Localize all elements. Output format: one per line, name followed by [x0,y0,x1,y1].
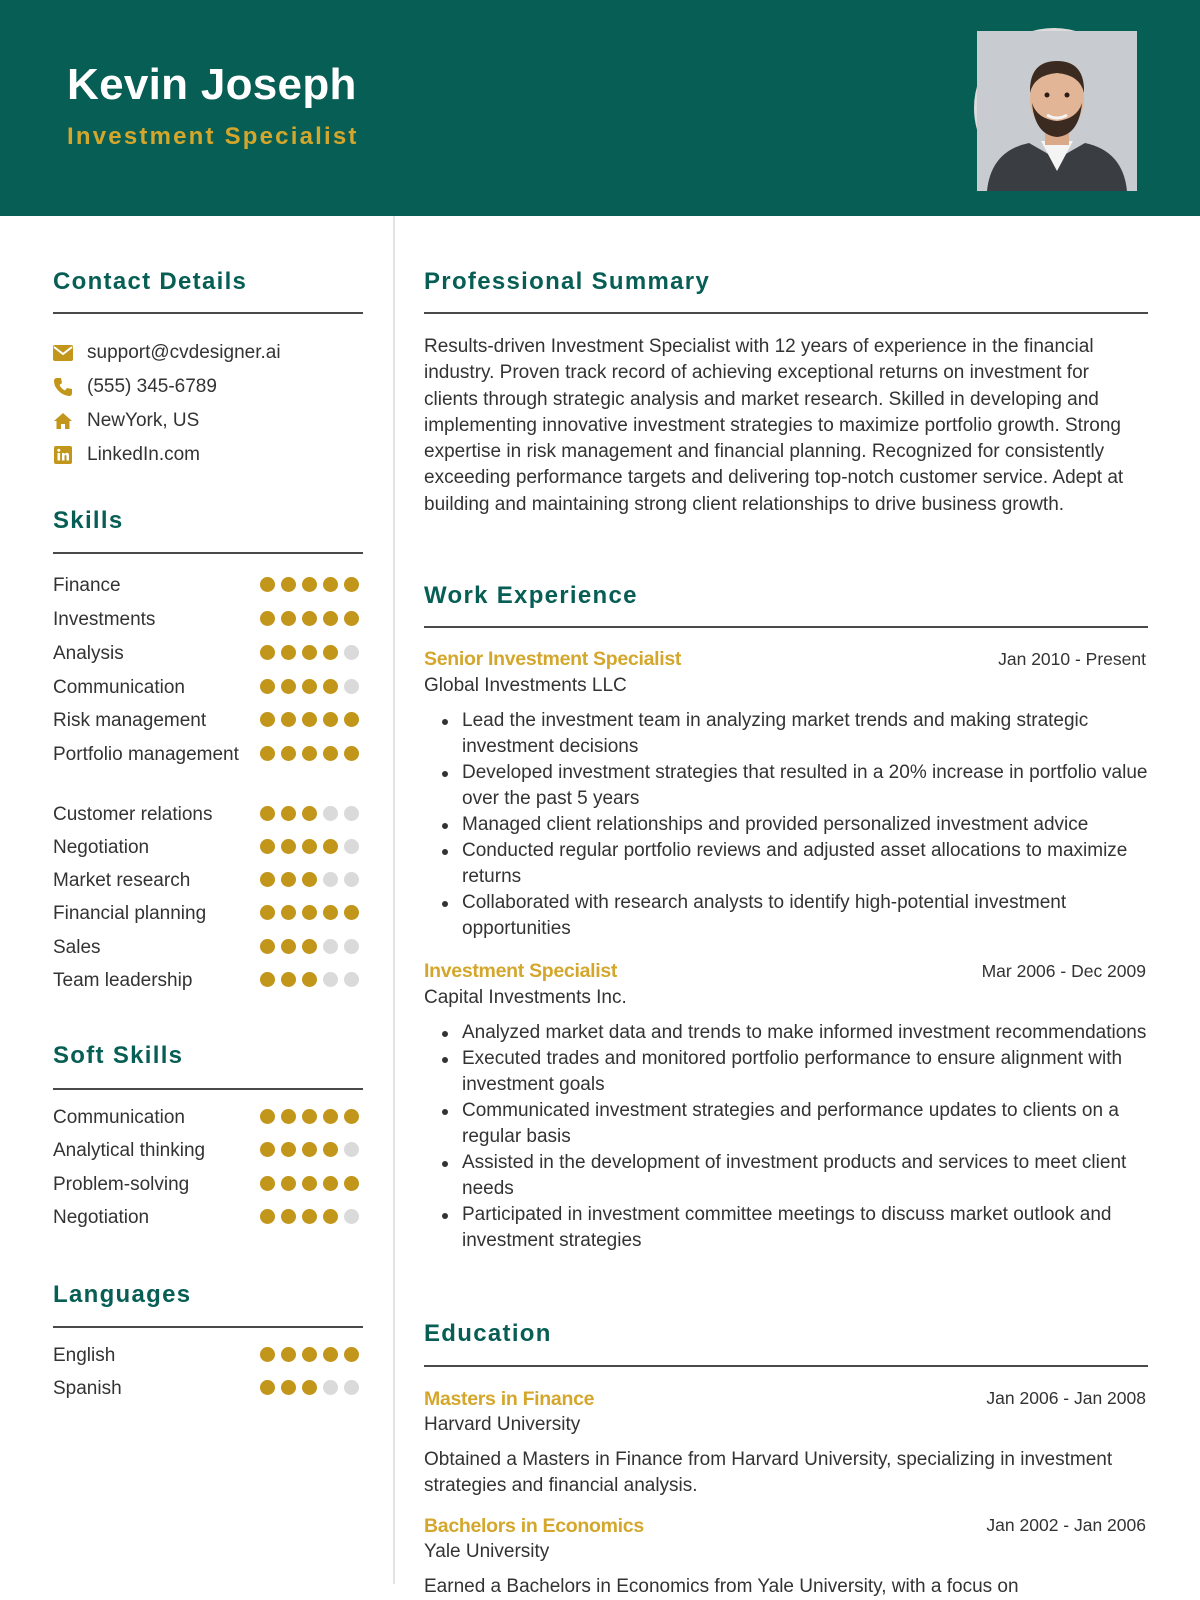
rating-dot-filled [281,806,296,821]
skill-label: Finance [53,575,121,596]
rating-dot-filled [260,712,275,727]
rating-dot-empty [323,939,338,954]
rating-dot-filled [302,1109,317,1124]
job-bullet: Participated in investment committee meetings to discuss market outlook and investment strategies [442,1202,1154,1254]
candidate-role: Investment Specialist [67,123,359,150]
contact-location [53,408,199,434]
rating-dot-filled [260,577,275,592]
rating-dot-filled [281,712,296,727]
profile-photo [974,28,1134,188]
skill-label: Portfolio management [53,744,239,765]
rating-dot-filled [260,1380,275,1395]
summary-text: Results-driven Investment Specialist with 12 years of experience in the financial industry. Proven track record of achieving exceptional returns on investment for clients through strategic analysis and market research. Skilled in developing and implementing innovative investment strategies to maximize portfolio growth. Strong expertise in risk management and financial planning. Recognized for consistently exceeding performance targets and delivering top-notch customer service. Adept at building and maintaining strong client relationships to drive business growth. [424,336,1124,515]
skill-label: English [53,1345,116,1366]
contact-linkedin[interactable] [53,442,200,468]
job-date: Mar 2006 - Dec 2009 [981,961,1146,981]
rating-dot-filled [260,806,275,821]
rating-dot-empty [344,1209,359,1224]
phone-icon [53,377,73,397]
skills-rule [53,552,363,554]
rating-dot-filled [260,905,275,920]
skill-rating [260,1209,359,1224]
rating-dot-filled [323,905,338,920]
skill-rating [260,1109,359,1124]
rating-dot-filled [323,1209,338,1224]
contact-section-title: Contact Details [53,268,248,295]
rating-dot-filled [344,1176,359,1191]
summary-section-title: Professional Summary [424,268,711,295]
skill-label: Communication [53,1107,185,1128]
rating-dot-filled [302,1347,317,1362]
rating-dot-filled [323,645,338,660]
skill-rating [260,839,359,854]
rating-dot-filled [302,611,317,626]
rating-dot-filled [323,1109,338,1124]
school-name: Yale University [424,1541,550,1562]
skill-rating [260,1176,359,1191]
rating-dot-empty [344,679,359,694]
rating-dot-filled [260,1347,275,1362]
header-banner [0,0,1200,216]
rating-dot-filled [260,645,275,660]
rating-dot-filled [260,1209,275,1224]
rating-dot-filled [260,839,275,854]
rating-dot-filled [281,1209,296,1224]
rating-dot-filled [281,872,296,887]
rating-dot-filled [260,1109,275,1124]
rating-dot-filled [281,746,296,761]
degree-description: Obtained a Masters in Finance from Harvard University, specializing in investment strategies and financial analysis. [424,1449,1113,1496]
rating-dot-filled [281,1109,296,1124]
rating-dot-filled [281,939,296,954]
summary-rule [424,312,1148,314]
skill-rating [260,872,359,887]
languages-section-title: Languages [53,1281,192,1308]
rating-dot-filled [302,1142,317,1157]
rating-dot-filled [302,746,317,761]
skills-section-title: Skills [53,507,124,534]
skill-rating [260,679,359,694]
rating-dot-filled [344,712,359,727]
rating-dot-filled [344,1347,359,1362]
skill-rating [260,905,359,920]
rating-dot-empty [323,806,338,821]
rating-dot-filled [302,645,317,660]
job-title: Senior Investment Specialist [424,648,682,670]
degree-description: Earned a Bachelors in Economics from Yale University, with a focus on [424,1576,1019,1597]
skill-rating [260,972,359,987]
school-name: Harvard University [424,1414,581,1435]
job-date: Jan 2010 - Present [998,649,1146,669]
job-title: Investment Specialist [424,960,618,982]
degree-title: Masters in Finance [424,1388,595,1410]
rating-dot-empty [344,839,359,854]
rating-dot-filled [323,577,338,592]
rating-dot-filled [302,972,317,987]
skill-rating [260,577,359,592]
skill-label: Investments [53,609,156,630]
rating-dot-filled [323,712,338,727]
skill-label: Analytical thinking [53,1140,206,1161]
skill-rating [260,746,359,761]
rating-dot-filled [323,746,338,761]
skill-label: Customer relations [53,804,213,825]
job-bullet: Communicated investment strategies and performance updates to clients on a regular basis [442,1098,1154,1150]
rating-dot-filled [281,1380,296,1395]
experience-section-title: Work Experience [424,582,638,609]
rating-dot-filled [302,1209,317,1224]
rating-dot-filled [281,1142,296,1157]
skill-label: Analysis [53,643,124,664]
rating-dot-filled [302,905,317,920]
rating-dot-filled [281,1176,296,1191]
rating-dot-filled [323,839,338,854]
skill-label: Market research [53,870,191,891]
rating-dot-filled [260,1142,275,1157]
job-bullet: Executed trades and monitored portfolio performance to ensure alignment with investment goals [442,1046,1154,1098]
degree-date: Jan 2006 - Jan 2008 [986,1388,1146,1408]
rating-dot-filled [260,872,275,887]
skill-rating [260,1347,359,1362]
skill-label: Communication [53,677,185,698]
skill-rating [260,1142,359,1157]
home-icon [53,411,73,431]
rating-dot-empty [344,1380,359,1395]
rating-dot-filled [281,577,296,592]
rating-dot-filled [302,806,317,821]
rating-dot-filled [281,972,296,987]
rating-dot-filled [323,1176,338,1191]
rating-dot-filled [260,679,275,694]
job-bullet: Analyzed market data and trends to make informed investment recommendations [442,1020,1154,1046]
rating-dot-filled [344,1109,359,1124]
skill-rating [260,645,359,660]
rating-dot-filled [281,645,296,660]
rating-dot-filled [302,872,317,887]
job-bullet: Lead the investment team in analyzing market trends and making strategic investment decisions [442,708,1154,760]
rating-dot-filled [302,1380,317,1395]
rating-dot-filled [281,905,296,920]
soft-skills-rule [53,1088,363,1090]
rating-dot-filled [260,611,275,626]
skill-rating [260,1380,359,1395]
rating-dot-empty [344,872,359,887]
rating-dot-filled [281,1347,296,1362]
rating-dot-empty [344,972,359,987]
contact-email[interactable] [53,340,281,366]
rating-dot-filled [344,905,359,920]
skill-label: Negotiation [53,837,150,858]
skill-label: Team leadership [53,970,193,991]
soft-skills-section-title: Soft Skills [53,1042,184,1069]
column-divider [393,216,395,1584]
contact-phone[interactable] [53,374,217,400]
rating-dot-filled [323,679,338,694]
degree-title: Bachelors in Economics [424,1515,644,1537]
rating-dot-filled [260,972,275,987]
linkedin-icon [53,445,73,465]
rating-dot-filled [302,577,317,592]
skill-label: Negotiation [53,1207,150,1228]
job-bullet: Managed client relationships and provided personalized investment advice [442,812,1154,838]
skill-rating [260,611,359,626]
skill-label: Risk management [53,710,207,731]
rating-dot-filled [344,611,359,626]
rating-dot-empty [323,972,338,987]
skill-rating [260,939,359,954]
skill-label: Spanish [53,1378,122,1399]
job-bullet: Collaborated with research analysts to identify high-potential investment opportunities [442,890,1154,942]
rating-dot-filled [302,1176,317,1191]
languages-rule [53,1326,363,1328]
skill-rating [260,712,359,727]
rating-dot-empty [344,1142,359,1157]
rating-dot-filled [281,611,296,626]
experience-rule [424,626,1148,628]
rating-dot-empty [344,645,359,660]
rating-dot-empty [323,1380,338,1395]
contact-email-text: support@cvdesigner.ai [87,342,281,363]
job-company: Capital Investments Inc. [424,987,627,1008]
rating-dot-filled [281,679,296,694]
rating-dot-filled [260,939,275,954]
contact-linkedin-text: LinkedIn.com [87,444,201,465]
rating-dot-filled [302,679,317,694]
skill-label: Problem-solving [53,1174,190,1195]
contact-rule [53,312,363,314]
degree-date: Jan 2002 - Jan 2006 [986,1515,1146,1535]
rating-dot-empty [323,872,338,887]
envelope-icon [53,343,73,363]
rating-dot-filled [302,712,317,727]
rating-dot-filled [323,611,338,626]
candidate-name: Kevin Joseph [67,60,357,109]
skill-rating [260,806,359,821]
job-bullets [442,1020,1154,1254]
skill-label: Sales [53,937,101,958]
rating-dot-filled [344,746,359,761]
rating-dot-filled [302,839,317,854]
contact-location-text: NewYork, US [87,410,200,431]
job-bullet: Assisted in the development of investment products and services to meet client needs [442,1150,1154,1202]
rating-dot-filled [344,577,359,592]
skill-label: Financial planning [53,903,207,924]
rating-dot-filled [260,746,275,761]
job-bullets [442,708,1154,942]
rating-dot-filled [302,939,317,954]
rating-dot-empty [344,939,359,954]
education-section-title: Education [424,1320,552,1347]
rating-dot-filled [281,839,296,854]
job-company: Global Investments LLC [424,675,627,696]
rating-dot-filled [323,1347,338,1362]
job-bullet: Developed investment strategies that resulted in a 20% increase in portfolio value over the past 5 years [442,760,1154,812]
education-rule [424,1365,1148,1367]
contact-phone-text: (555) 345-6789 [87,376,217,397]
rating-dot-filled [260,1176,275,1191]
rating-dot-empty [344,806,359,821]
rating-dot-filled [323,1142,338,1157]
job-bullet: Conducted regular portfolio reviews and adjusted asset allocations to maximize returns [442,838,1154,890]
